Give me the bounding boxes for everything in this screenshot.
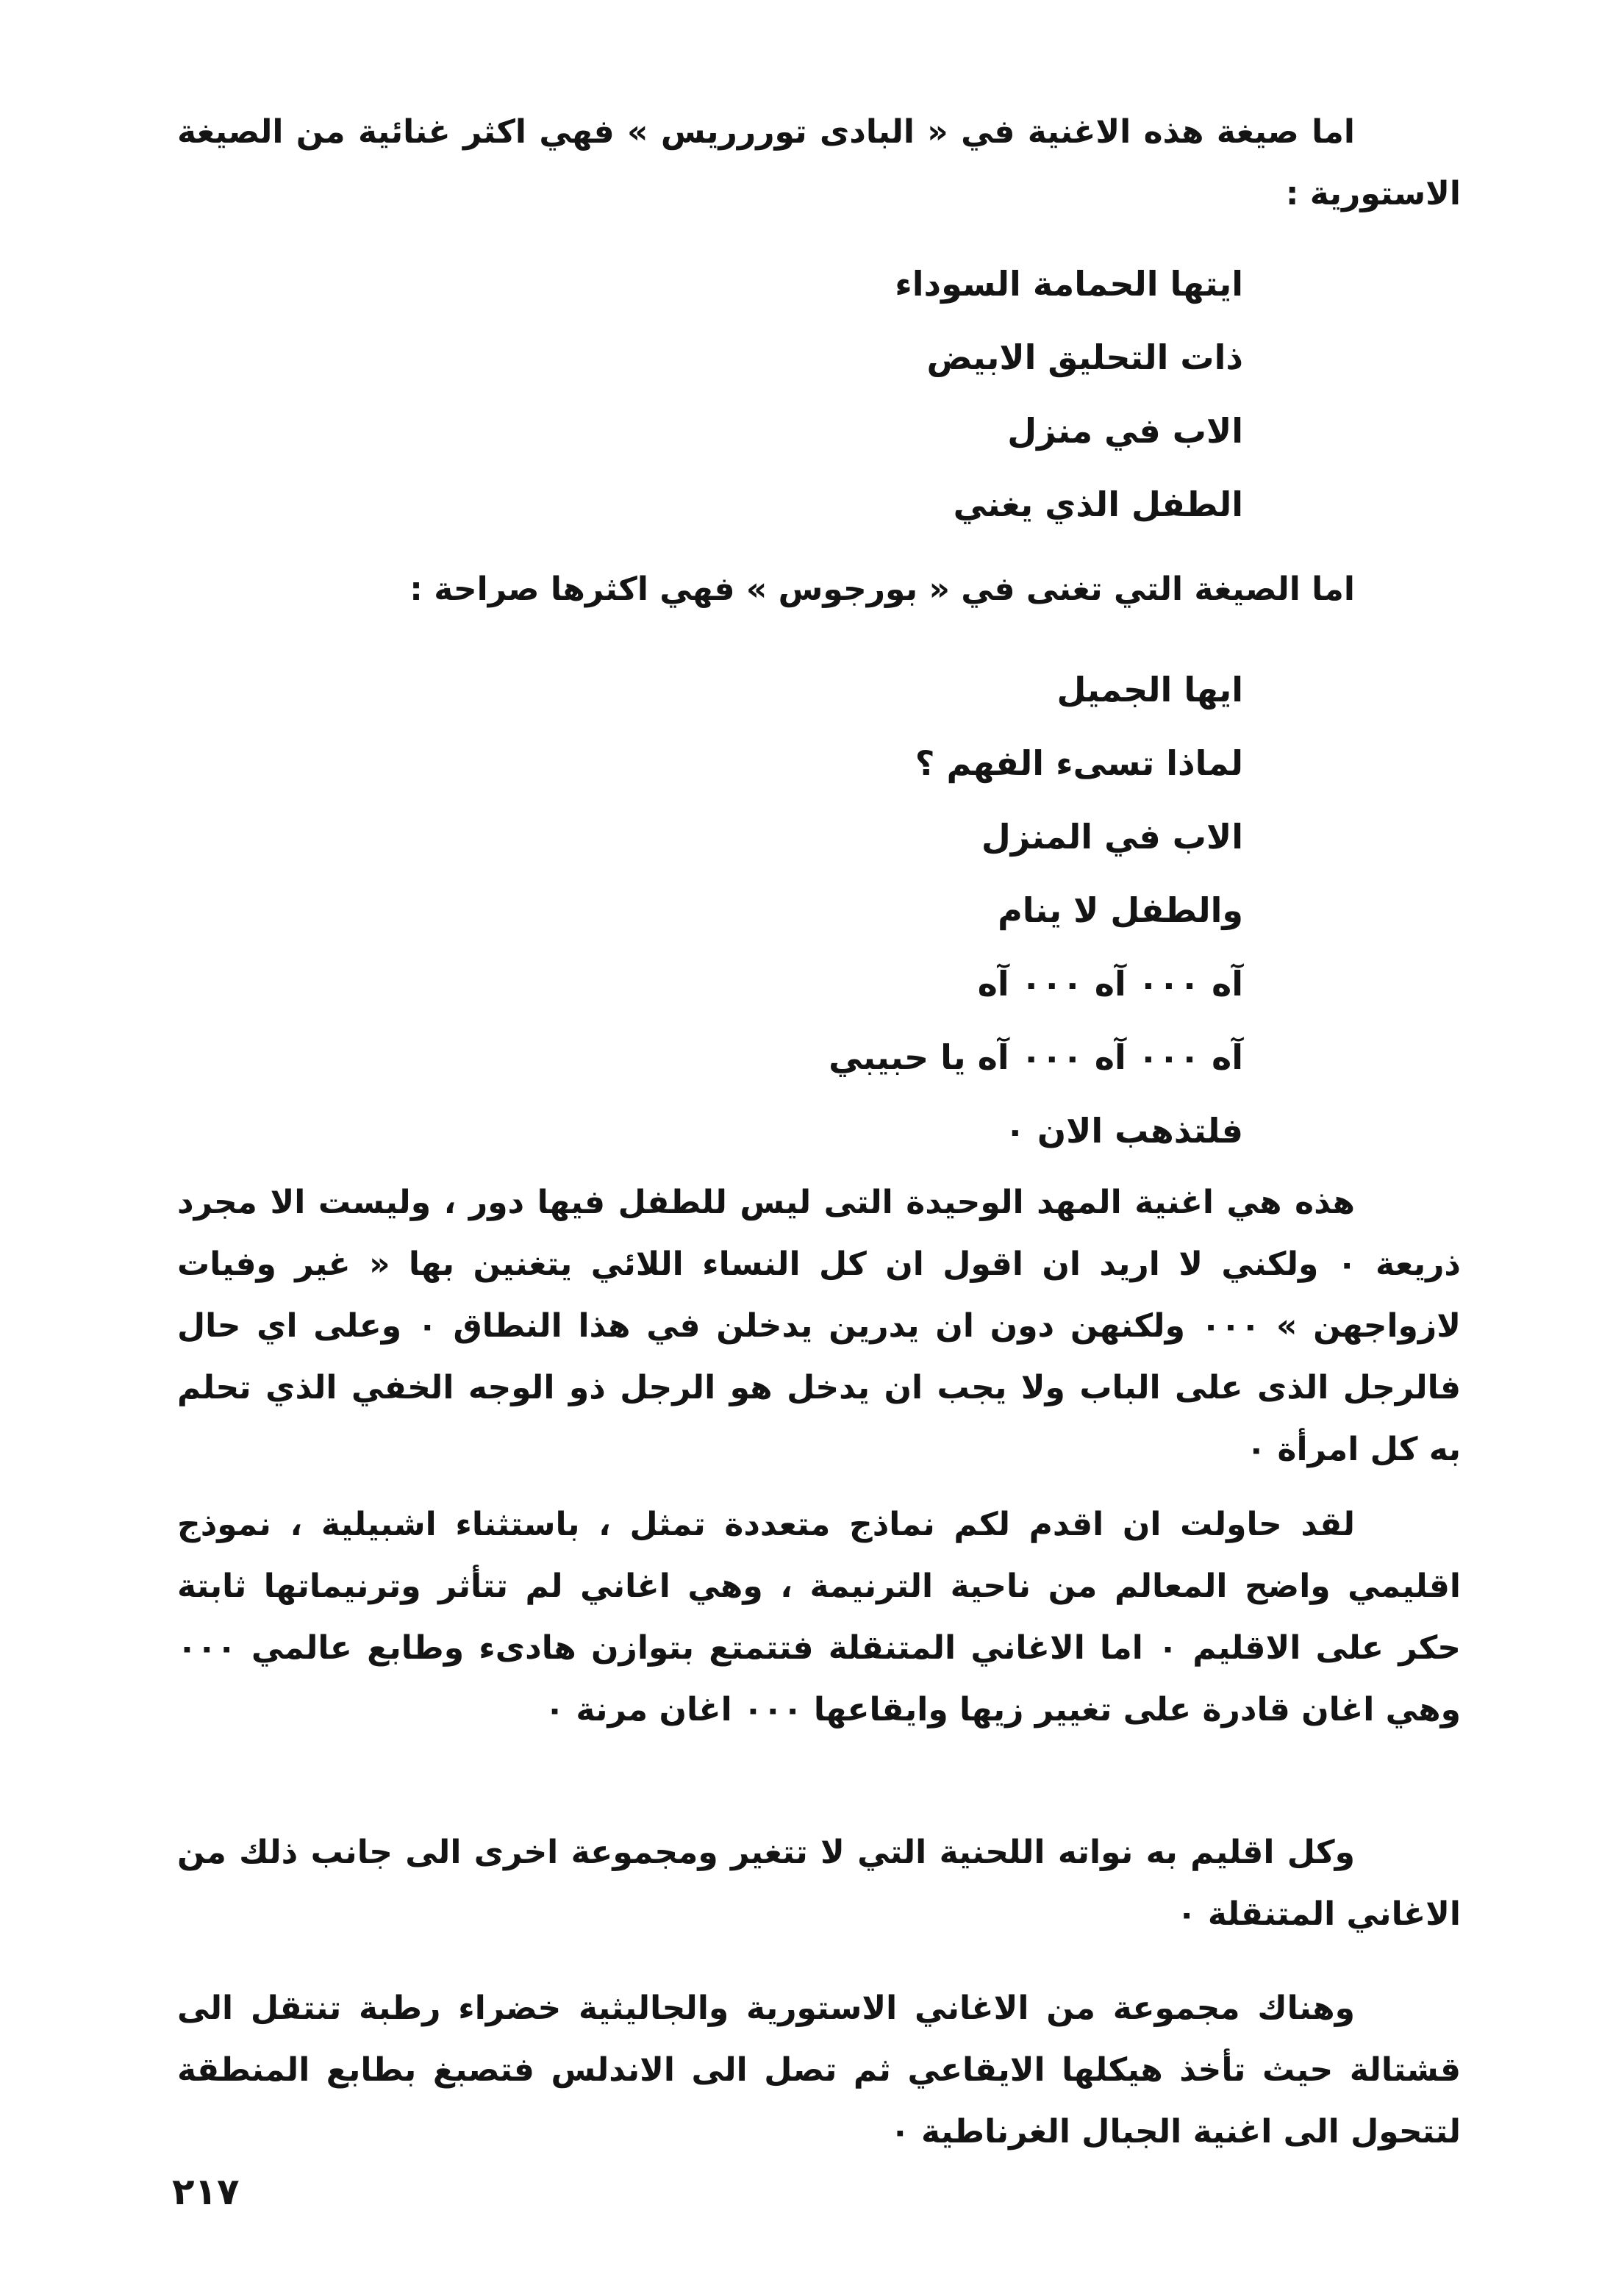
- page-number: ٢١٧: [172, 2170, 240, 2213]
- paragraph-melodic-core: وكل اقليم به نواته اللحنية التي لا تتغير ومجموعة اخرى الى جانب ذلك من الاغاني المتنقلة ٠: [177, 1834, 1461, 1933]
- poem-asturian: [895, 247, 1243, 541]
- poem-line: آه ٠٠٠ آه ٠٠٠ آه يا حبيبي: [829, 1037, 1243, 1077]
- poem-line: الاب في منزل: [1007, 411, 1243, 451]
- poem-line: والطفل لا ينام: [998, 890, 1243, 930]
- poem-line: ايتها الحمامة السوداء: [895, 264, 1243, 304]
- paragraph-intro-leon: اما صيغة هذه الاغنية في « البادى توررريس » فهي اكثر غنائية من الصيغة الاستورية :: [177, 113, 1461, 212]
- paragraph-intro-burgos: اما الصيغة التي تغنى في « بورجوس » فهي اكثرها صراحة :: [409, 571, 1355, 608]
- poem-line: الاب في المنزل: [981, 817, 1243, 857]
- paragraph-asturian-galician: وهناك مجموعة من الاغاني الاستورية والجاليثية خضراء رطبة تنتقل الى قشتالة حيث تأخذ هيكلها الايقاعي ثم تصل الى الاندلس فتصبغ بطابع المنطقة لتتحول الى اغنية الجبال الغرناطية ٠: [177, 1990, 1461, 2151]
- poem-line: الطفل الذي يغني: [953, 485, 1243, 524]
- paragraph-regional-models: لقد حاولت ان اقدم لكم نماذج متعددة تمثل ، باستثناء اشبيلية ، نموذج اقليمي واضح المعالم من ناحية الترنيمة ، وهي اغاني لم تتأثر وترنيماتها ثابتة حكر على الاقليم ٠ اما الاغاني المتنقلة فتتمتع بتوازن هادىء وطابع عالمي ٠٠٠ وهي اغان قادرة على تغيير زيها وايقاعها ٠٠٠ اغان مرنة ٠: [177, 1506, 1461, 1728]
- poem-burgos: [829, 653, 1243, 1168]
- poem-line: فلتذهب الان ٠: [1004, 1111, 1243, 1151]
- poem-line: آه ٠٠٠ آه ٠٠٠ آه: [977, 964, 1243, 1004]
- poem-line: ذات التحليق الابيض: [926, 337, 1243, 377]
- poem-line: ايها الجميل: [1056, 670, 1243, 709]
- poem-line: لماذا تسىء الفهم ؟: [915, 743, 1243, 783]
- paragraph-cradle-song: هذه هي اغنية المهد الوحيدة التى ليس للطفل فيها دور ، وليست الا مجرد ذريعة ٠ ولكني لا اريد ان اقول ان كل النساء اللائي يتغنين بها « غير وفيات لازواجهن » ٠٠٠ ولكنهن دون ان يدرين يدخلن في هذا النطاق ٠ وعلى اي حال فالرجل الذى على الباب ولا يجب ان يدخل هو الرجل ذو الوجه الخفي الذي تحلم به كل امرأة ٠: [177, 1184, 1461, 1468]
